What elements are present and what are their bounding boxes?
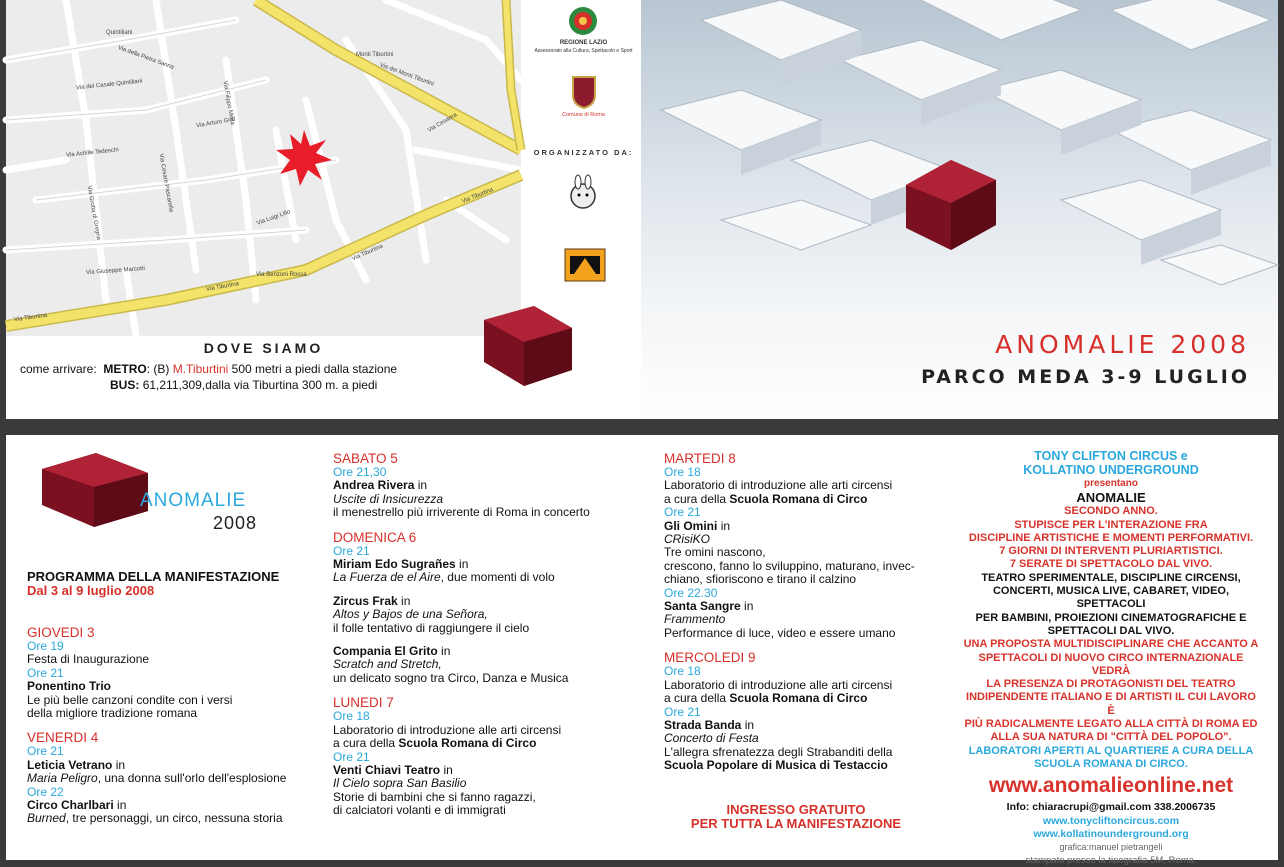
show-title: Concerto di Festa — [664, 731, 759, 746]
time-label: Ore 21 — [333, 749, 370, 764]
map-label: Via Arturo Graf — [195, 116, 236, 130]
time-label: Ore 21 — [664, 704, 701, 719]
metro-label: METRO — [103, 362, 147, 376]
map-label: Via Grotta di Gregna — [85, 185, 102, 241]
schedule-column-3 — [664, 451, 915, 773]
website-link[interactable]: www.anomalieonline.net — [988, 774, 1234, 798]
sponsor-logos — [526, 0, 641, 419]
in-word: in — [720, 518, 731, 533]
map-label: Via Achille Tedeschi — [65, 147, 119, 159]
description-line: STUPISCE PER L'INTERAZIONE FRA — [1014, 518, 1208, 531]
schedule-column-1 — [27, 625, 286, 826]
school-name: Scuola Romana di Circo — [398, 736, 537, 751]
organizer-line — [664, 692, 915, 705]
bus-details: 61,211,309,dalla via Tiburtina 300 m. a piedi — [142, 378, 378, 392]
event-description: Tre omini nascono, — [664, 545, 766, 560]
comune-roma-caption: Comune di Roma — [562, 112, 605, 118]
artist-line — [27, 799, 286, 812]
show-line — [333, 571, 590, 584]
logo-year: 2008 — [213, 513, 258, 533]
school-name: Scuola Popolare di Musica di Testaccio — [664, 758, 888, 773]
description-line: SPETTACOLI DAL VIVO. — [1047, 624, 1175, 637]
design-credit: grafica:manuel pietrangeli — [1059, 842, 1163, 853]
artist-name: Compania El Grito — [333, 644, 438, 659]
artist-line — [664, 520, 915, 533]
contact-info[interactable]: Info: chiaracrupi@gmail.com 338.2006735 — [1006, 801, 1216, 814]
metro-line — [20, 362, 397, 376]
organizer-name: KOLLATINO UNDERGROUND — [1023, 463, 1199, 477]
dove-siamo-heading: DOVE SIAMO — [203, 340, 324, 356]
event-description: un delicato sogno tra Circo, Danza e Musica — [333, 670, 569, 685]
show-line — [27, 772, 286, 785]
description-line: INDIPENDENTE ITALIANO E DI ARTISTI IL CUI LAVORO È — [966, 691, 1256, 717]
artist-line — [333, 645, 590, 658]
event-description: della migliore tradizione romana — [27, 706, 198, 721]
show-title: Uscite di Insicurezza — [333, 491, 444, 506]
artist-name: Miriam Edo Sugrañes — [333, 557, 456, 572]
artist-name: Gli Omini — [664, 518, 718, 533]
event-description: a cura della — [333, 736, 396, 751]
time-label: Ore 18 — [664, 465, 701, 479]
day-heading: VENERDI 4 — [27, 730, 99, 746]
free-entry-line-1: INGRESSO GRATUITO — [726, 802, 866, 817]
show-title: Burned — [27, 811, 66, 826]
artist-name: Ponentino Trio — [27, 679, 111, 694]
kollatino-rabbit-logo-icon — [568, 176, 598, 212]
school-name: Scuola Romana di Circo — [729, 691, 868, 706]
programme-dates: Dal 3 al 9 luglio 2008 — [27, 583, 155, 598]
comune-roma-shield-icon — [571, 75, 597, 109]
in-word: in — [115, 757, 126, 772]
logo-wordmark: ANOMALIE — [140, 490, 247, 511]
regione-lazio-crest-icon — [568, 6, 598, 36]
invitation-front — [6, 0, 1278, 419]
map-label: Via del Casale Quintiliani — [75, 78, 143, 92]
programme-sheet — [6, 435, 1278, 867]
show-title: Altos y Bajos de una Señora, — [333, 607, 488, 622]
event-description: chiano, sfioriscono e tirano il calzino — [664, 572, 857, 587]
artist-name: Santa Sangre — [664, 599, 741, 614]
print-credit: stampato presso la tipografia 5M, Roma. — [1025, 855, 1197, 867]
website-link[interactable]: www.kollatinounderground.org — [1033, 827, 1189, 840]
description-line: CONCERTI, MUSICA LIVE, CABARET, VIDEO, SPETTACOLI — [992, 585, 1230, 611]
description-line: SECONDO ANNO. — [1064, 505, 1158, 518]
description-line: ALLA SUA NATURA DI "CITTÀ DEL POPOLO". — [990, 731, 1232, 744]
time-label: Ore 18 — [664, 664, 701, 679]
time-label: Ore 21 — [333, 543, 370, 558]
map-label: Via Cesare Pascarella — [157, 153, 174, 213]
metro-distance: 500 metri a piedi dalla stazione — [231, 362, 398, 376]
in-word: in — [401, 593, 411, 608]
time-label: Ore 22 — [27, 784, 64, 799]
description-line: 7 GIORNI DI INTERVENTI PLURIARTISTICI. — [999, 545, 1223, 558]
map-label: Via Tiburtina — [461, 186, 495, 206]
artist-name: Andrea Rivera — [333, 478, 415, 493]
in-word: in — [443, 762, 453, 777]
directions-section — [6, 336, 521, 419]
tony-clifton-circus-logo-icon — [564, 248, 606, 282]
event-title: ANOMALIE 2008 — [995, 330, 1250, 359]
event-description: Le più belle canzoni condite con i versi — [27, 692, 233, 707]
in-word: in — [117, 798, 127, 813]
description-line: DISCIPLINE ARTISTICHE E MOMENTI PERFORMATIVI. — [968, 531, 1254, 544]
show-title: Frammento — [664, 612, 726, 627]
artist-line — [664, 719, 915, 732]
time-label: Ore 21,30 — [333, 465, 387, 479]
event-description-column — [961, 449, 1261, 867]
map-label: Via della Pietra Sanna — [116, 45, 175, 71]
event-description: il menestrello più irriverente di Roma in concerto — [333, 505, 590, 520]
organizer-line — [333, 737, 590, 750]
map-label: Via Benzoni Rossa — [256, 272, 307, 278]
map-label: Quintiliani — [106, 30, 133, 36]
event-description: di calciatori volanti e di immigrati — [333, 803, 506, 818]
day-heading: SABATO 5 — [333, 451, 398, 466]
map-label: Via Giuseppe Marcotti — [85, 265, 146, 277]
map-label: Via Luigi Lilio — [256, 209, 292, 227]
event-description: crescono, fanno lo sviluppino, maturano, invec- — [664, 558, 915, 573]
description-line: LA PRESENZA DI PROTAGONISTI DEL TEATRO — [986, 678, 1236, 691]
event-description: Storie di bambini che si fanno ragazzi, — [333, 789, 536, 804]
artist-name: Zircus Frak — [333, 593, 398, 608]
event-description: a cura della — [664, 491, 727, 506]
event-description: , tre personaggi, un circo, nessuna storia — [65, 811, 283, 826]
description-line: 7 SERATE DI SPETTACOLO DAL VIVO. — [1009, 558, 1213, 571]
map-label: Via Tiburtina — [205, 281, 240, 293]
day-heading: DOMENICA 6 — [333, 529, 417, 545]
description-line: SCUOLA ROMANA DI CIRCO. — [1034, 757, 1188, 770]
time-label: Ore 22.30 — [664, 585, 718, 600]
event-description: il folle tentativo di raggiungere il cielo — [333, 620, 530, 635]
metro-line-letter: : (B) — [146, 362, 170, 376]
organizzato-da-label: ORGANIZZATO DA: — [533, 148, 634, 157]
event-description: L'allegra sfrenatezza degli Strabanditi della — [664, 744, 893, 759]
event-description: a cura della — [664, 691, 727, 706]
organizer-line — [664, 493, 915, 506]
map-label: Via Cesarea — [426, 112, 459, 134]
show-title: La Fuerza de el Aire — [333, 570, 441, 585]
in-word: in — [459, 557, 469, 572]
artist-name: Venti Chiavi Teatro — [333, 762, 441, 777]
event-description: , due momenti di volo — [440, 570, 555, 585]
festival-name: ANOMALIE — [1076, 490, 1146, 506]
day-heading: MERCOLEDI 9 — [664, 650, 756, 666]
bus-line — [110, 378, 377, 392]
programme-title: PROGRAMMA DELLA MANIFESTAZIONE — [27, 569, 280, 584]
time-label: Ore 21 — [27, 744, 64, 759]
event-description: Festa di Inaugurazione — [27, 652, 150, 667]
event-description: Laboratorio di introduzione alle arti circensi — [664, 677, 893, 692]
artist-line — [27, 759, 286, 772]
artist-line — [664, 600, 915, 613]
time-label: Ore 19 — [27, 639, 64, 653]
day-heading: GIOVEDI 3 — [27, 625, 95, 640]
regione-lazio-subtitle: Assessorato alla Cultura, Spettacolo e Sport — [534, 48, 633, 54]
time-label: Ore 21 — [27, 665, 64, 680]
event-description: Laboratorio di introduzione alle arti circensi — [333, 722, 562, 737]
show-title: Maria Peligro — [27, 771, 98, 786]
schedule-column-2 — [333, 451, 590, 818]
presentano-label: presentano — [1084, 478, 1138, 489]
event-description: Laboratorio di introduzione alle arti circensi — [664, 478, 893, 493]
show-title: Il Cielo sopra San Basilio — [333, 776, 467, 791]
description-line: PIÙ RADICALMENTE LEGATO ALLA CITTÀ DI ROMA ED — [964, 718, 1258, 731]
description-line: SPETTACOLI DI NUOVO CIRCO INTERNAZIONALE VEDRÀ — [978, 651, 1244, 677]
in-word: in — [417, 478, 428, 493]
artist-name: Leticia Vetrano — [27, 757, 113, 772]
artist-line — [333, 764, 590, 777]
show-title: CRisiKO — [664, 532, 711, 547]
description-line: TEATRO SPERIMENTALE, DISCIPLINE CIRCENSI, — [981, 571, 1241, 584]
metro-station: M.Tiburtini — [172, 362, 229, 376]
regione-lazio-title: REGIONE LAZIO — [559, 40, 608, 46]
description-line: PER BAMBINI, PROIEZIONI CINEMATOGRAFICHE E — [975, 611, 1247, 624]
bus-label: BUS: — [110, 378, 140, 392]
description-line: LABORATORI APERTI AL QUARTIERE A CURA DELLA — [968, 744, 1254, 757]
event-description: , una donna sull'orlo dell'esplosione — [97, 771, 287, 786]
artist-name: Circo Charlbari — [27, 798, 114, 813]
map-label: Via Filippo Meda — [221, 80, 236, 126]
location-map[interactable] — [6, 0, 521, 336]
day-heading: MARTEDI 8 — [664, 451, 736, 466]
in-word: in — [441, 644, 451, 659]
website-link[interactable]: www.tonycliftoncircus.com — [1042, 814, 1180, 827]
day-heading: LUNEDI 7 — [333, 695, 394, 711]
in-word: in — [744, 717, 755, 732]
artist-line — [333, 595, 590, 608]
organizer-name: TONY CLIFTON CIRCUS e — [1034, 449, 1188, 463]
map-label: Via Tiburtina — [13, 312, 48, 324]
time-label: Ore 21 — [664, 505, 701, 520]
free-entry-line-2: PER TUTTA LA MANIFESTAZIONE — [690, 816, 902, 831]
show-line — [27, 812, 286, 825]
free-entry-notice — [666, 803, 926, 831]
hero-image — [641, 0, 1278, 419]
show-title: Scratch and Stretch, — [333, 657, 442, 672]
time-label: Ore 18 — [333, 709, 370, 724]
anomalie-cube-logo-image — [36, 449, 156, 529]
come-arrivare-label: come arrivare: — [20, 362, 97, 376]
artist-line — [333, 558, 590, 571]
description-line: UNA PROPOSTA MULTIDISCIPLINARE CHE ACCANTO A — [963, 638, 1259, 651]
map-label: Monti Tiburtini — [356, 52, 394, 58]
event-venue-dates: PARCO MEDA 3-9 LUGLIO — [921, 366, 1250, 388]
artist-line — [333, 479, 590, 492]
map-streets — [6, 0, 521, 336]
map-label: Via Tiburtina — [351, 243, 385, 263]
artist-name: Strada Banda — [664, 717, 742, 732]
event-description: Performance di luce, video e essere umano — [664, 625, 896, 640]
school-name: Scuola Romana di Circo — [729, 491, 868, 506]
in-word: in — [744, 599, 754, 614]
map-label: Via dei Monti Tiburtini — [378, 62, 435, 88]
